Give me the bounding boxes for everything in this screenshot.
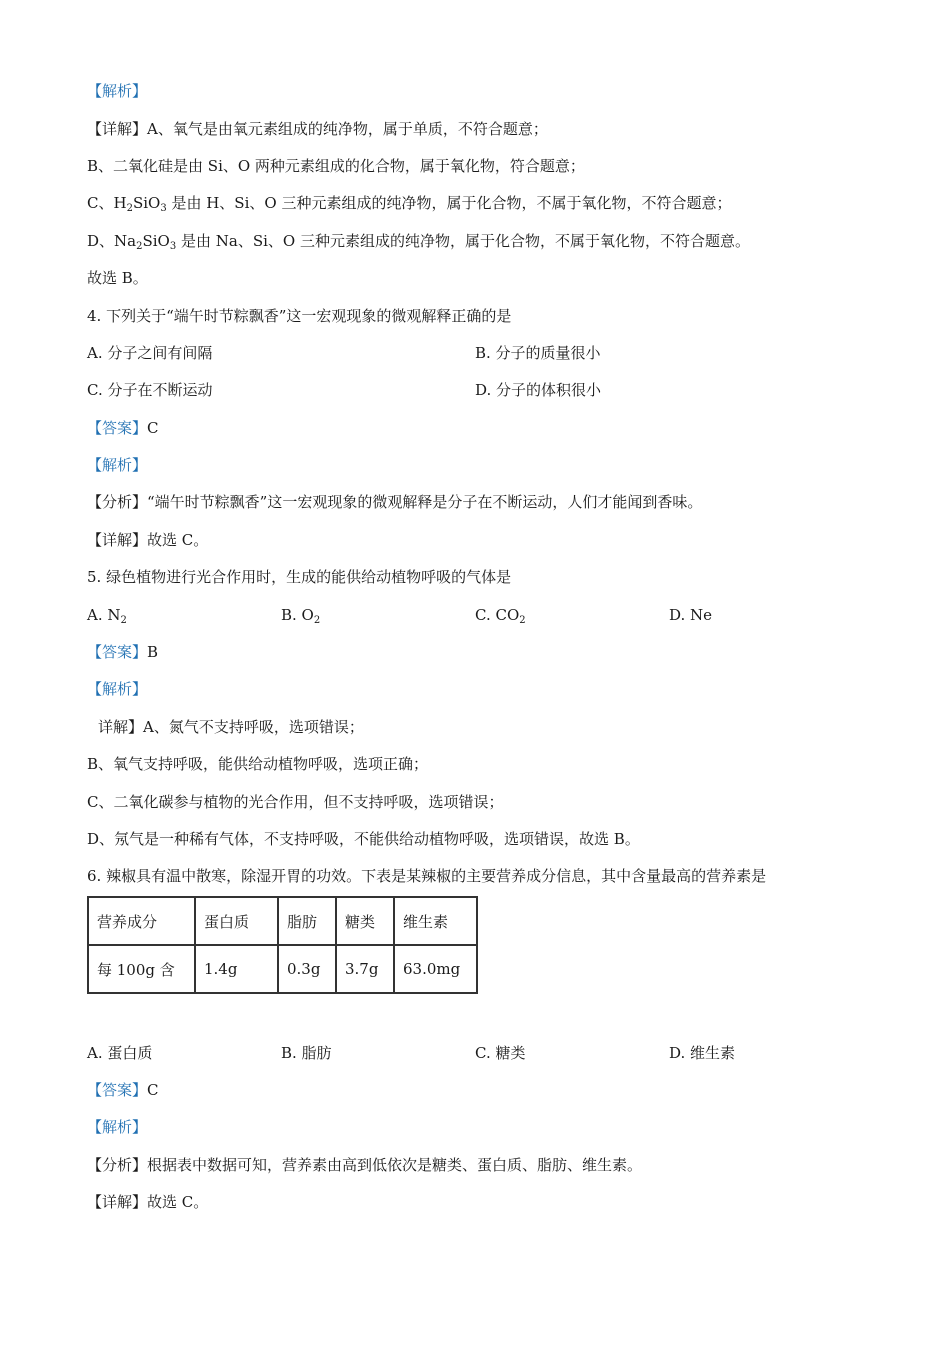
- answer-value: B: [147, 643, 159, 661]
- table-header-cell: 糖类: [336, 897, 394, 945]
- q5-analysis-heading: [87, 679, 147, 699]
- option-text: A. N: [87, 606, 121, 624]
- conclusion: 故选 B。: [87, 269, 148, 287]
- table-header-cell: 蛋白质: [195, 897, 278, 945]
- q6-option-b: B. 脂肪: [281, 1044, 332, 1062]
- detail-line-d: [87, 231, 750, 251]
- q5-answer: [87, 642, 158, 662]
- option-text: C. CO: [475, 606, 520, 624]
- answer-tag: 【答案】: [87, 643, 148, 661]
- detail-tag: 【详解】: [87, 531, 148, 549]
- nutrition-table: [87, 896, 478, 994]
- formula-part: SiO: [132, 194, 161, 212]
- q6-option-c: C. 糖类: [475, 1044, 526, 1062]
- q4-option-c: C. 分子在不断运动: [87, 381, 213, 399]
- q4-analysis-heading: [87, 455, 147, 475]
- analysis-tag: 【解析】: [87, 1118, 148, 1136]
- q4-option-b: B. 分子的质量很小: [475, 344, 601, 362]
- q6-option-a: A. 蛋白质: [87, 1044, 153, 1062]
- q4-option-d: D. 分子的体积很小: [475, 381, 602, 399]
- formula-subscript: 2: [126, 203, 133, 214]
- detail-line-a: [87, 119, 548, 139]
- detail-text: 是由 Na、Si、O 三种元素组成的纯净物，属于化合物，不属于氧化物，不符合题意。: [176, 232, 750, 250]
- formula-subscript: 3: [169, 241, 177, 252]
- table-cell: 0.3g: [278, 945, 336, 993]
- analysis-fen-tag: 【分析】: [87, 1156, 148, 1174]
- q5-option-a: [87, 605, 127, 625]
- formula-subscript: 2: [120, 615, 127, 626]
- formula-subscript: 2: [519, 615, 526, 626]
- detail-tag: 【详解】: [87, 120, 148, 138]
- q6-analysis: [87, 1155, 642, 1175]
- q5-detail-a: 详解】A、氮气不支持呼吸，选项错误；: [98, 718, 364, 736]
- q5-detail-c: C、二氧化碳参与植物的光合作用，但不支持呼吸，选项错误；: [87, 793, 504, 811]
- detail-tag: 【详解】: [87, 1193, 148, 1211]
- detail-text: 故选 C。: [147, 531, 209, 549]
- table-header-cell: 维生素: [394, 897, 477, 945]
- answer-value: C: [147, 419, 159, 437]
- detail-text: 故选 C。: [147, 1193, 209, 1211]
- option-text: B. O: [281, 606, 314, 624]
- formula-part: C、H: [87, 194, 127, 212]
- q5-detail-d: D、氖气是一种稀有气体，不支持呼吸，不能供给动植物呼吸，选项错误，故选 B。: [87, 830, 640, 848]
- table-cell: 63.0mg: [394, 945, 477, 993]
- analysis-tag: 【解析】: [87, 680, 148, 698]
- detail-line-c: [87, 193, 731, 213]
- table-header-row: [88, 897, 477, 945]
- detail-text: 是由 H、Si、O 三种元素组成的纯净物，属于化合物，不属于氧化物，不符合题意；: [166, 194, 732, 212]
- formula-subscript: 3: [160, 203, 167, 214]
- table-row: [88, 945, 477, 993]
- analysis-fen-tag: 【分析】: [87, 493, 148, 511]
- table-header-cell: 营养成分: [88, 897, 195, 945]
- q6-option-d: D. 维生素: [669, 1044, 736, 1062]
- q6-analysis-heading: [87, 1117, 147, 1137]
- analysis-text: “端午时节粽飘香”这一宏观现象的微观解释是分子在不断运动，人们才能闻到香味。: [147, 493, 703, 511]
- question-4-stem: 4. 下列关于“端午时节粽飘香”这一宏观现象的微观解释正确的是: [87, 307, 512, 325]
- table-cell: 1.4g: [195, 945, 278, 993]
- q5-option-c: [475, 605, 526, 625]
- detail-line-b: B、二氧化硅是由 Si、O 两种元素组成的化合物，属于氧化物，符合题意；: [87, 157, 585, 175]
- q6-answer: [87, 1080, 159, 1100]
- analysis-tag: 【解析】: [87, 456, 148, 474]
- q4-analysis: [87, 492, 702, 512]
- analysis-tag: 【解析】: [87, 82, 148, 100]
- question-6-stem: 6. 辣椒具有温中散寒，除湿开胃的功效。下表是某辣椒的主要营养成分信息，其中含量最高的营养素是: [87, 867, 767, 885]
- q4-answer: [87, 418, 159, 438]
- formula-part: D、Na: [87, 232, 137, 250]
- answer-value: C: [147, 1081, 159, 1099]
- question-5-stem: 5. 绿色植物进行光合作用时，生成的能供给动植物呼吸的气体是: [87, 568, 512, 586]
- q5-detail-b: B、氧气支持呼吸，能供给动植物呼吸，选项正确；: [87, 755, 429, 773]
- table-header-cell: 脂肪: [278, 897, 336, 945]
- formula-subscript: 2: [313, 615, 321, 626]
- answer-tag: 【答案】: [87, 419, 148, 437]
- table-cell: 3.7g: [336, 945, 394, 993]
- q5-option-b: [281, 605, 320, 625]
- q4-detail: [87, 530, 208, 550]
- detail-text: A、氧气是由氧元素组成的纯净物，属于单质，不符合题意；: [147, 120, 548, 138]
- analysis-heading: [87, 81, 147, 101]
- table-cell: 每 100g 含: [88, 945, 195, 993]
- q5-option-d: D. Ne: [669, 606, 713, 624]
- q4-option-a: A. 分子之间有间隔: [87, 344, 213, 362]
- analysis-text: 根据表中数据可知，营养素由高到低依次是糖类、蛋白质、脂肪、维生素。: [147, 1156, 643, 1174]
- formula-part: SiO: [142, 232, 170, 250]
- formula-subscript: 2: [136, 241, 143, 252]
- q6-detail: [87, 1192, 208, 1212]
- answer-tag: 【答案】: [87, 1081, 148, 1099]
